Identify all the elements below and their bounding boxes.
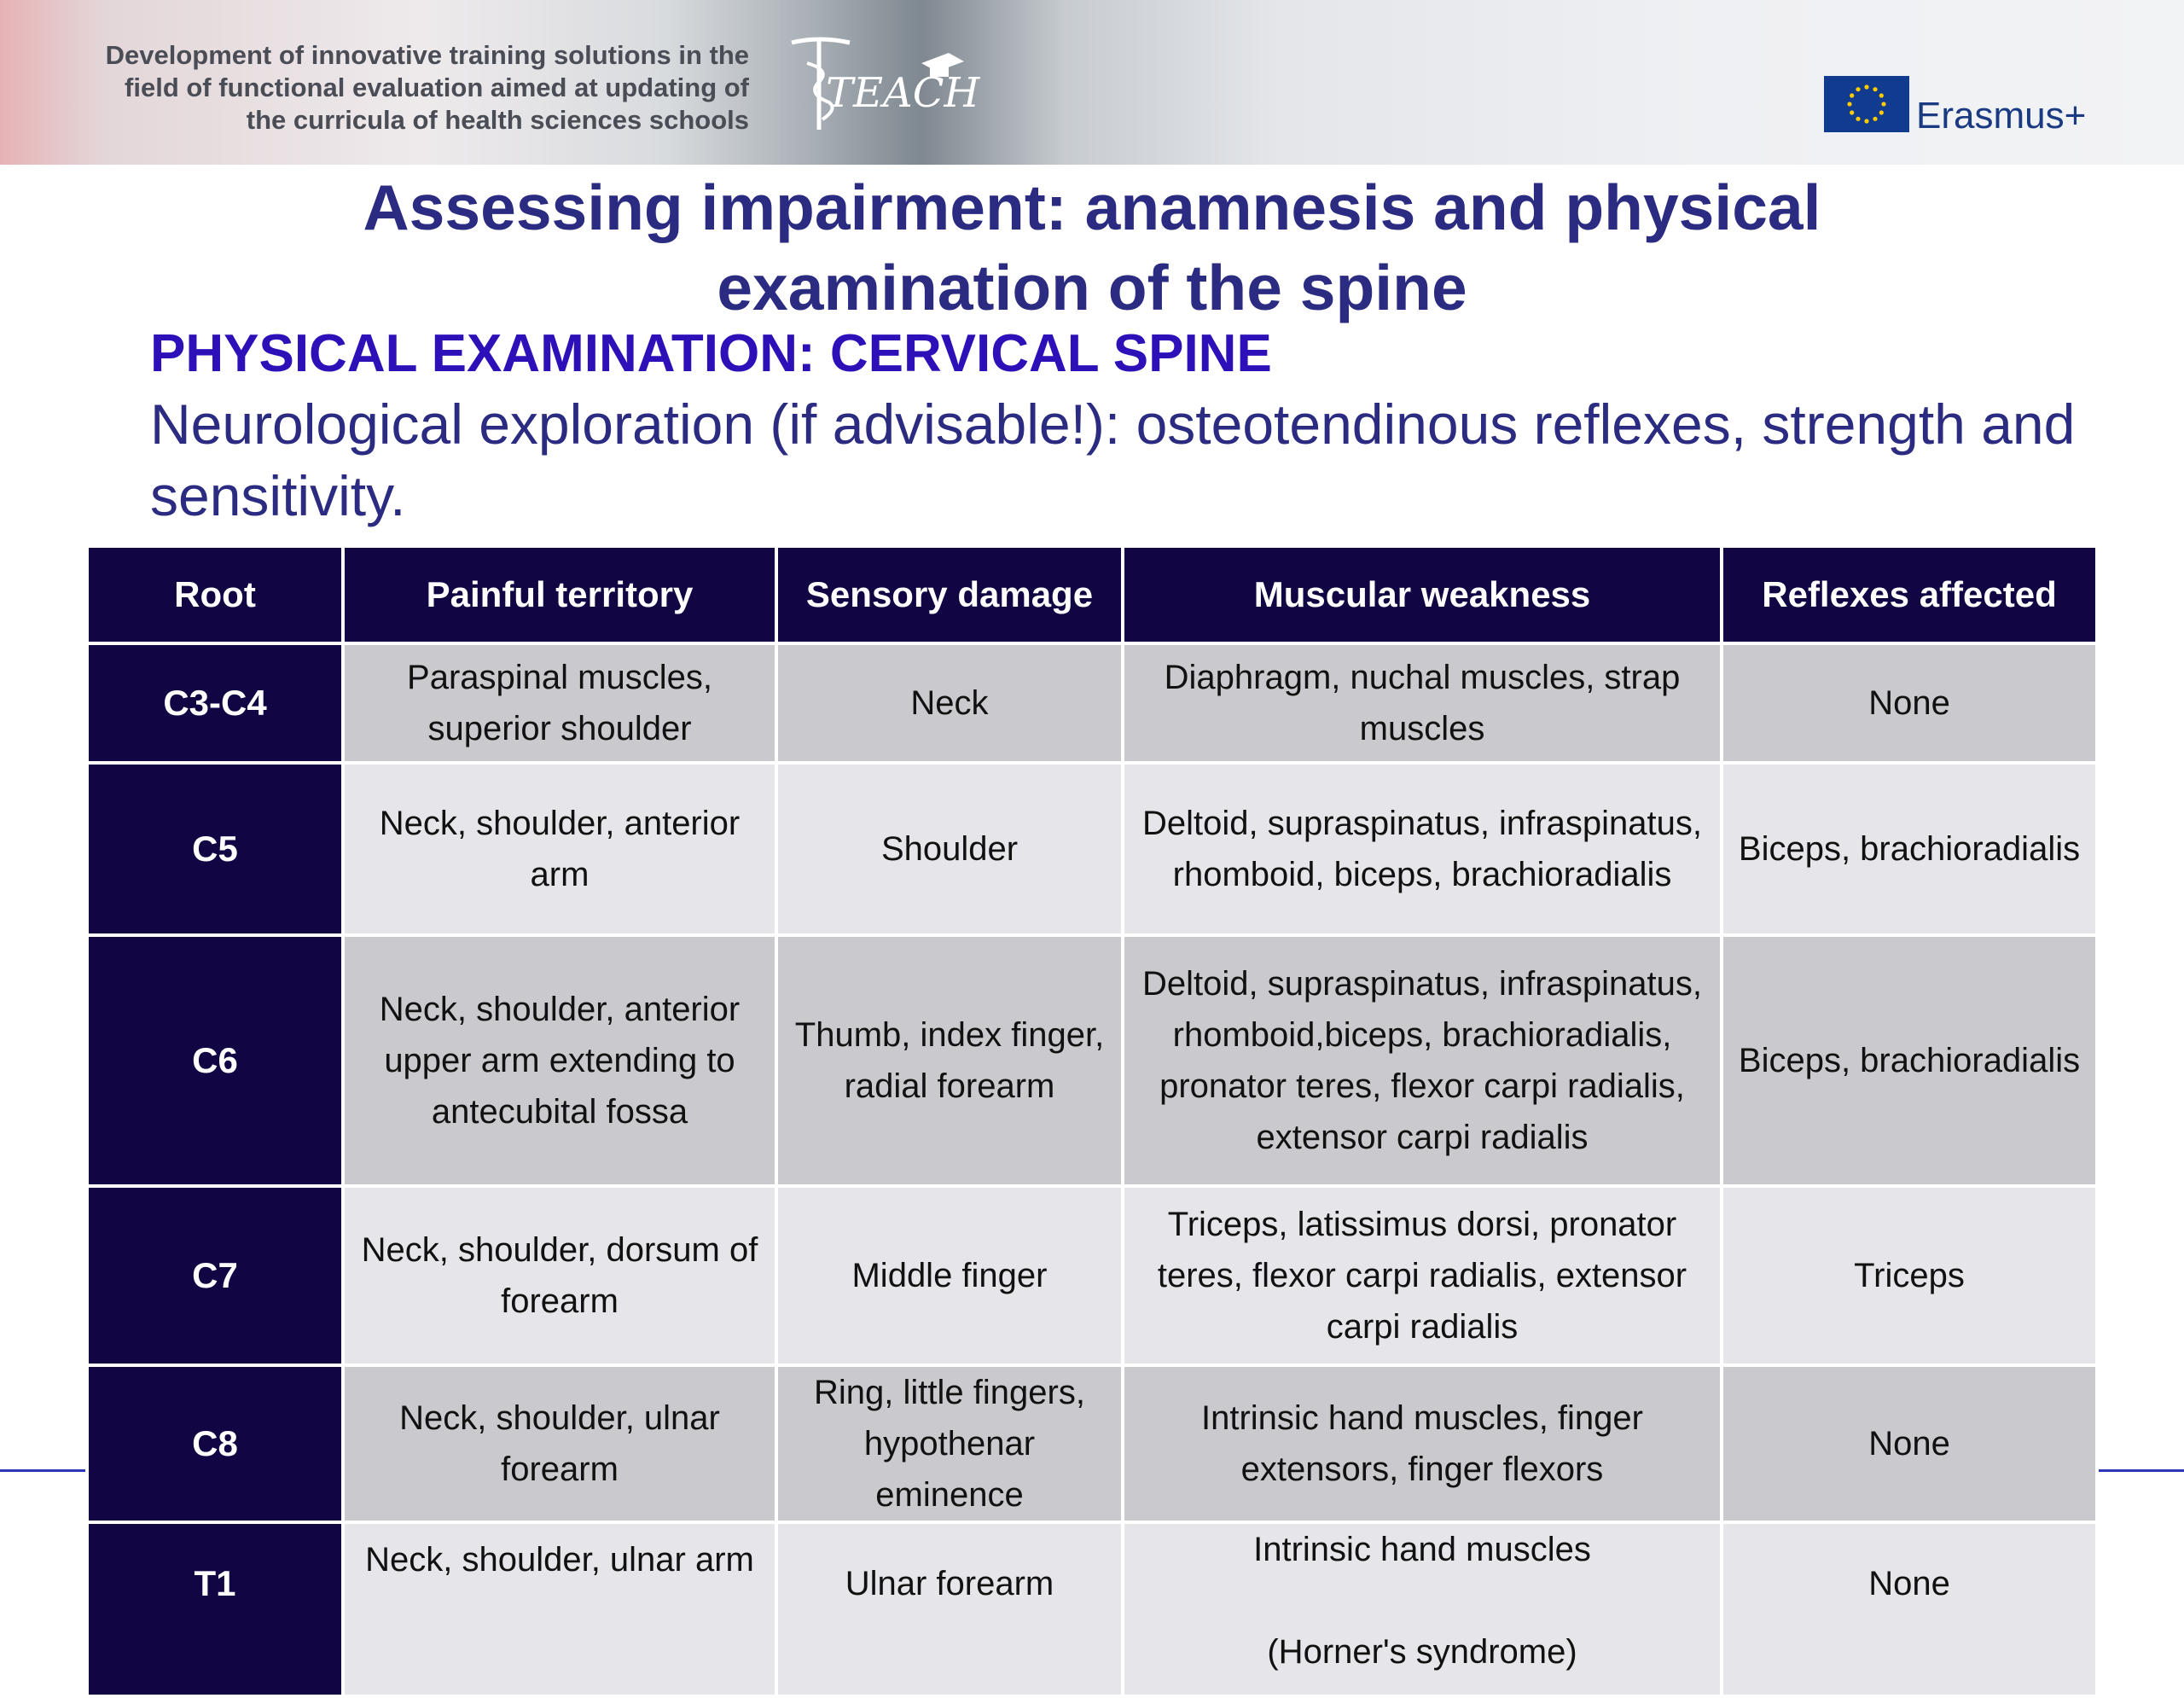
reflexes-cell: None	[1723, 645, 2095, 761]
column-header-sensory-damage: Sensory damage	[778, 548, 1121, 642]
table-row	[89, 1367, 2095, 1521]
table-row	[89, 1188, 2095, 1364]
project-description-line: Development of innovative training solutions in the	[105, 40, 749, 70]
project-description-line: the curricula of health sciences schools	[246, 105, 749, 135]
muscular-weakness-cell: Deltoid, supraspinatus, infraspinatus, rhomboid,biceps, brachioradialis, pronator teres, flexor carpi radialis, extensor carpi radialis	[1124, 937, 1720, 1184]
table-row	[89, 645, 2095, 761]
reflexes-cell: None	[1723, 1367, 2095, 1521]
muscular-weakness-cell: Intrinsic hand muscles, finger extensors, finger flexors	[1124, 1367, 1720, 1521]
reflexes-cell: None	[1723, 1524, 2095, 1695]
project-description-line: field of functional evaluation aimed at updating of	[125, 73, 749, 102]
painful-territory-cell: Neck, shoulder, anterior arm	[345, 765, 775, 933]
painful-territory-cell: Neck, shoulder, anterior upper arm extending to antecubital fossa	[345, 937, 775, 1184]
sensory-damage-cell: Ulnar forearm	[778, 1524, 1121, 1695]
sensory-damage-cell: Thumb, index finger, radial forearm	[778, 937, 1121, 1184]
root-cell: C8	[89, 1367, 341, 1521]
root-cell: C7	[89, 1188, 341, 1364]
painful-territory-cell: Neck, shoulder, ulnar arm	[345, 1524, 775, 1695]
table-row	[89, 765, 2095, 933]
slide-title-line: Assessing impairment: anamnesis and physical	[363, 172, 1821, 243]
sensory-damage-cell: Neck	[778, 645, 1121, 761]
slide-title	[0, 167, 2184, 328]
slide-title-line: examination of the spine	[717, 252, 1467, 323]
root-cell: C5	[89, 765, 341, 933]
muscular-weakness-cell	[1124, 1524, 1720, 1695]
column-header-reflexes-affected: Reflexes affected	[1723, 548, 2095, 642]
sensory-damage-cell: Middle finger	[778, 1188, 1121, 1364]
reflexes-cell: Triceps	[1723, 1188, 2095, 1364]
painful-territory-cell: Paraspinal muscles, superior shoulder	[345, 645, 775, 761]
right-divider	[2099, 1469, 2184, 1472]
table-row	[89, 1524, 2095, 1695]
muscular-weakness-note: (Horner's syndrome)	[1267, 1633, 1577, 1671]
muscular-weakness-cell: Triceps, latissimus dorsi, pronator teres, flexor carpi radialis, extensor carpi radialis	[1124, 1188, 1720, 1364]
painful-territory-cell: Neck, shoulder, dorsum of forearm	[345, 1188, 775, 1364]
column-header-root: Root	[89, 548, 341, 642]
teach-logo	[785, 34, 980, 137]
column-header-muscular-weakness: Muscular weakness	[1124, 548, 1720, 642]
column-header-painful-territory: Painful territory	[345, 548, 775, 642]
sensory-damage-cell: Ring, little fingers, hypothenar eminence	[778, 1367, 1121, 1521]
section-heading: PHYSICAL EXAMINATION: CERVICAL SPINE	[150, 324, 1272, 383]
eu-flag-icon	[1824, 76, 1909, 132]
left-divider	[0, 1469, 85, 1472]
root-cell: C3-C4	[89, 645, 341, 761]
table-row	[89, 937, 2095, 1184]
header-banner	[0, 0, 2184, 165]
cervical-roots-table	[85, 544, 2099, 1698]
root-cell: T1	[89, 1524, 341, 1695]
root-cell: C6	[89, 937, 341, 1184]
project-description	[49, 39, 749, 137]
table-header-row	[89, 548, 2095, 642]
muscular-weakness-cell: Deltoid, supraspinatus, infraspinatus, rhomboid, biceps, brachioradialis	[1124, 765, 1720, 933]
slide-subtitle: Neurological exploration (if advisable!): osteotendinous reflexes, strength and sensitivity.	[150, 393, 2076, 527]
reflexes-cell: Biceps, brachioradialis	[1723, 937, 2095, 1184]
painful-territory-cell: Neck, shoulder, ulnar forearm	[345, 1367, 775, 1521]
erasmus-label: Erasmus+	[1916, 95, 2087, 137]
reflexes-cell: Biceps, brachioradialis	[1723, 765, 2095, 933]
muscular-weakness-text: Intrinsic hand muscles	[1253, 1531, 1591, 1568]
teach-logo-text: TEACH	[826, 69, 980, 117]
sensory-damage-cell: Shoulder	[778, 765, 1121, 933]
muscular-weakness-cell: Diaphragm, nuchal muscles, strap muscles	[1124, 645, 1720, 761]
